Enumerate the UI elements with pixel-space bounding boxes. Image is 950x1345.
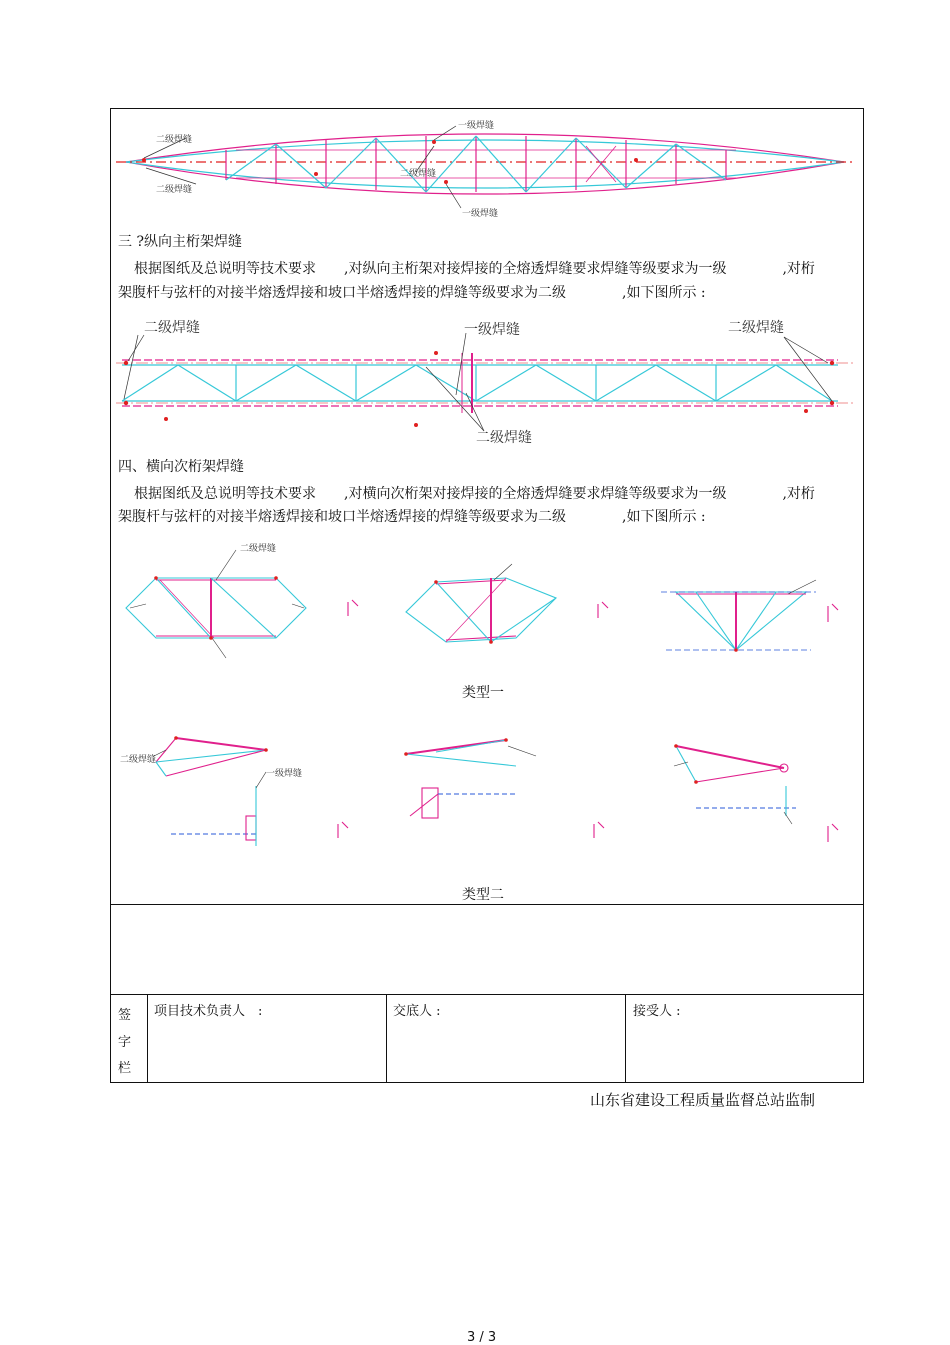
sign-row-label-1: 签 <box>118 1008 132 1023</box>
sign-col-divider-1 <box>147 994 148 1083</box>
fig2-label-bottom: 二级焊缝 <box>476 430 532 446</box>
figure-transverse-type2 <box>116 716 853 866</box>
caption-type1: 类型一 <box>462 685 504 701</box>
fig4-small-label-b: 一级焊缝 <box>266 769 303 779</box>
caption-type2: 类型二 <box>462 887 504 903</box>
section3-para-line2: 架腹杆与弦杆的对接半熔透焊接和坡口半熔透焊接的焊缝等级要求为二级 ,如下图所示 : <box>118 285 706 301</box>
fig4-small-label-a: 二级焊缝 <box>120 755 157 765</box>
divider-sign-row <box>111 994 863 995</box>
fig1-label-secondary-mid: 二级焊缝 <box>400 169 437 179</box>
fig2-label-left: 二级焊缝 <box>144 320 200 336</box>
section3-para-line1: 根据图纸及总说明等技术要求 ,对纵向主桁架对接焊接的全熔透焊缝要求焊缝等级要求为一级 ,对桁 <box>134 261 815 277</box>
fig2-label-mid: 一级焊缝 <box>464 322 520 338</box>
page-number: 3 / 3 <box>467 1330 497 1345</box>
fig1-label-primary-top: 一级焊缝 <box>458 121 495 131</box>
figure-arched-truss <box>116 116 853 224</box>
section3-heading: 三 ?纵向主桁架焊缝 <box>118 234 242 250</box>
sign-receiver: 接受人 : <box>633 1004 681 1019</box>
fig1-label-secondary: 二级焊缝 <box>156 135 193 145</box>
fig3-small-label: 二级焊缝 <box>240 544 277 554</box>
fig1-label-primary-bottom: 一级焊缝 <box>462 209 499 219</box>
sign-col-divider-2 <box>386 994 387 1083</box>
sign-row-label-2: 字 <box>118 1035 132 1050</box>
section4-para-line1: 根据图纸及总说明等技术要求 ,对横向次桁架对接焊接的全熔透焊缝要求焊缝等级要求为一级 ,对桁 <box>134 486 815 502</box>
footer-issuer: 山东省建设工程质量监督总站监制 <box>590 1091 816 1109</box>
figure-transverse-type1 <box>116 538 853 674</box>
sign-handover: 交底人 : <box>393 1004 441 1019</box>
section4-para-line2: 架腹杆与弦杆的对接半熔透焊接和坡口半熔透焊接的焊缝等级要求为二级 ,如下图所示 : <box>118 509 706 525</box>
divider-before-blank <box>111 904 863 905</box>
sign-tech-lead: 项目技术负责人 : <box>154 1004 263 1019</box>
figure-longitudinal-truss <box>116 313 853 448</box>
sign-row-label-3: 栏 <box>118 1061 132 1076</box>
section4-heading: 四、横向次桁架焊缝 <box>118 459 244 475</box>
fig1-label-secondary-bottom: 二级焊缝 <box>156 185 193 195</box>
sign-col-divider-3 <box>625 994 626 1083</box>
fig2-label-right: 二级焊缝 <box>728 320 784 336</box>
